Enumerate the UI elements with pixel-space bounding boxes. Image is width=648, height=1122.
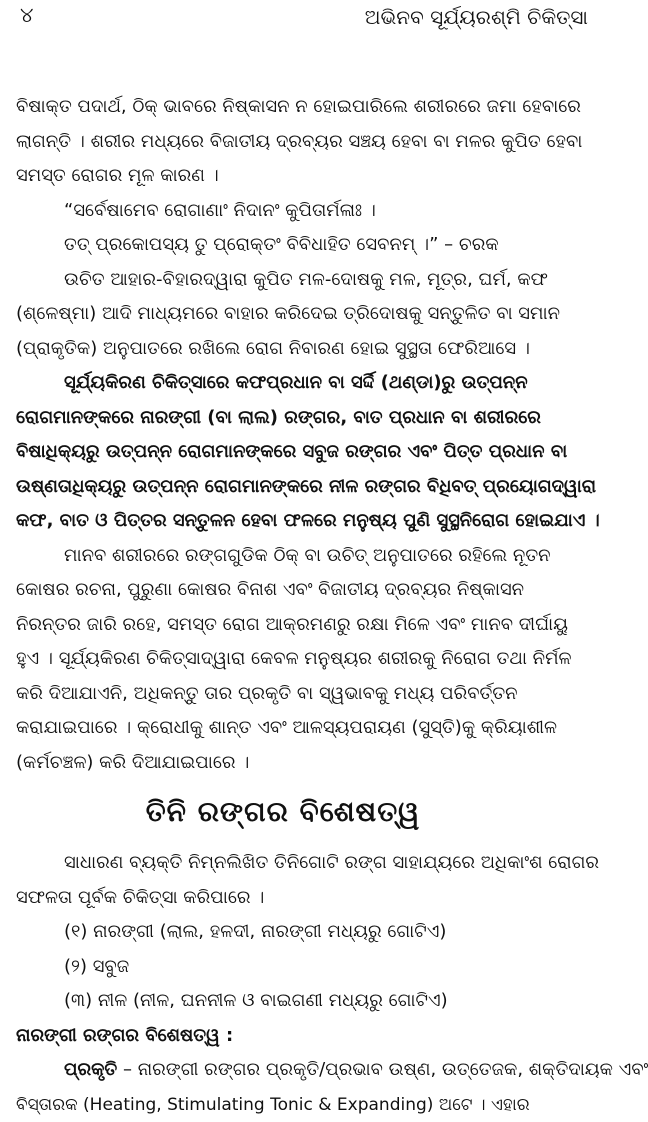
text-line: ରୋଗମାନଙ୍କରେ ନାରଙ୍ଗୀ (ବା ଲାଲ) ରଙ୍ଗର, ବାତ ପ୍ରଧାନ ବା ଶରୀରରେ — [16, 401, 590, 436]
quote-line: ତତ୍ ପ୍ରକୋପସ୍ୟ ତୁ ପ୍ରୋକ୍ତଂ ବିବିଧାହିତ ସେବନମ୍ ।” – ଚରକ — [16, 228, 590, 263]
paragraph-color-therapy-bold — [16, 366, 590, 539]
list-item: (୧) ନାରଙ୍ଗୀ (ଲାଲ, ହଳଦୀ, ନାରଙ୍ଗୀ ମଧ୍ୟରୁ ଗୋଟିଏ) — [16, 915, 590, 950]
text-line: (ପ୍ରାକୃତିକ) ଅନୁପାତରେ ରଖିଲେ ରୋଗ ନିବାରଣ ହୋଇ ସୁସ୍ଥତା ଫେରିଆସେ । — [16, 332, 590, 367]
text-line: ଲାଗନ୍ତି । ଶରୀର ମଧ୍ୟରେ ବିଜାତୀୟ ଦ୍ରବ୍ୟର ସଞ୍ଚୟ ହେବା ବା ମଳର କୁପିତ ହେବା — [16, 125, 590, 160]
color-list — [16, 915, 590, 1019]
text-line: ସମସ୍ତ ରୋଗର ମୂଳ କାରଣ । — [16, 159, 590, 194]
text-line: କୋଷର ରଚନା, ପୁରୁଣା କୋଷର ବିନାଶ ଏବଂ ବିଜାତୀୟ ଦ୍ରବ୍ୟର ନିଷ୍କାସନ — [16, 573, 590, 608]
text-line: ନିରନ୍ତର ଜାରି ରହେ, ସମସ୍ତ ରୋଗ ଆକ୍ରମଣରୁ ରକ୍ଷା ମିଳେ ଏବଂ ମାନବ ଦୀର୍ଘାୟୁ — [16, 608, 590, 643]
running-title: ଅଭିନବ ସୂର୍ଯ୍ୟରଶ୍ମି ଚିକିତ୍ସା — [365, 4, 588, 27]
text-line: ସଫଳତା ପୂର୍ବକ ଚିକିତ୍ସା କରିପାରେ । — [16, 881, 590, 916]
text-line: ସାଧାରଣ ବ୍ୟକ୍ତି ନିମ୍ନଲିଖିତ ତିନିଗୋଟି ରଙ୍ଗ ସାହାଯ୍ୟରେ ଅଧିକାଂଶ ରୋଗର — [16, 846, 590, 881]
paragraph-body-colors — [16, 539, 590, 781]
term-prakriti: ପ୍ରକୃତି — [64, 1059, 117, 1080]
paragraph-intro — [16, 90, 590, 194]
section-heading: ତିନି ରଙ୍ଗର ବିଶେଷତ୍ୱ — [146, 795, 421, 828]
text-line: ବିଷାଧିକ୍ୟରୁ ଉତ୍ପନ୍ନ ରୋଗମାନଙ୍କରେ ସବୁଜ ରଙ୍ଗର ଏବଂ ପିତ୍ତ ପ୍ରଧାନ ବା — [16, 435, 590, 470]
text-line: କରି ଦିଆଯାଏନି, ଅଧିକନ୍ତୁ ତାର ପ୍ରକୃତି ବା ସ୍ୱଭାବକୁ ମଧ୍ୟ ପରିବର୍ତ୍ତନ — [16, 677, 590, 712]
text-line: ବିସ୍ତାରକ (Heating, Stimulating Tonic & Expanding) ଅଟେ । ଏହାର — [16, 1088, 590, 1122]
paragraph-three-colors — [16, 846, 590, 915]
page-header — [16, 4, 590, 56]
text-line: କରାଯାଇପାରେ । କ୍ରୋଧୀକୁ ଶାନ୍ତ ଏବଂ ଆଳସ୍ୟପରାୟଣ (ସୁସ୍ତି)କୁ କ୍ରିୟାଶୀଳ — [16, 711, 590, 746]
sanskrit-quote — [16, 194, 590, 263]
text-line: ବିଷାକ୍ତ ପଦାର୍ଥ, ଠିକ୍ ଭାବରେ ନିଷ୍କାସନ ନ ହୋଇପାରିଲେ ଶରୀରରେ ଜମା ହେବାରେ — [16, 90, 590, 125]
text-line: (ଶ୍ଳେଷ୍ମା) ଆଦି ମାଧ୍ୟମରେ ବାହାର କରିଦେଇ ତ୍ରିଦୋଷକୁ ସନ୍ତୁଳିତ ବା ସମାନ — [16, 297, 590, 332]
list-item: (୩) ନୀଳ (ନୀଳ, ଘନନୀଳ ଓ ବାଇଗଣୀ ମଧ୍ୟରୁ ଗୋଟିଏ) — [16, 984, 590, 1019]
text-line: ହୁଏ । ସୂର୍ଯ୍ୟକିରଣ ଚିକିତ୍ସାଦ୍ୱାରା କେବଳ ମନୁଷ୍ୟର ଶରୀରକୁ ନିରୋଗ ତଥା ନିର୍ମଳ — [16, 642, 590, 677]
subheading-orange: ନାରଙ୍ଗୀ ରଙ୍ଗର ବିଶେଷତ୍ୱ : — [16, 1019, 590, 1054]
text-line: ଉଷ୍ଣତାଧିକ୍ୟରୁ ଉତ୍ପନ୍ନ ରୋଗମାନଙ୍କରେ ନୀଳ ରଙ୍ଗର ବିଧିବତ୍ ପ୍ରୟୋଗଦ୍ୱାରା — [16, 470, 590, 505]
text-line — [16, 1053, 590, 1088]
list-item: (୨) ସବୁଜ — [16, 950, 590, 985]
term-definition: – ନାରଙ୍ଗୀ ରଙ୍ଗର ପ୍ରକୃତି/ପ୍ରଭାବ ଉଷ୍ଣ, ଉତ୍ତେଜକ, ଶକ୍ତିଦାୟକ ଏବଂ — [117, 1059, 648, 1080]
text-line: ସୂର୍ଯ୍ୟକିରଣ ଚିକିତ୍ସାରେ କଫପ୍ରଧାନ ବା ସର୍ଦ୍ଦି (ଥଣ୍ଡା)ରୁ ଉତ୍ପନ୍ନ — [16, 366, 590, 401]
paragraph-nature — [16, 1053, 590, 1122]
text-line: ମାନବ ଶରୀରରେ ରଙ୍ଗଗୁଡିକ ଠିକ୍ ବା ଉଚିତ୍ ଅନୁପାତରେ ରହିଲେ ନୂତନ — [16, 539, 590, 574]
paragraph-tridosha — [16, 263, 590, 367]
section-heading-wrap — [0, 780, 590, 846]
page-number: ୪ — [20, 4, 33, 26]
text-line: (କର୍ମଚଞ୍ଚଳ) କରି ଦିଆଯାଇପାରେ । — [16, 746, 590, 781]
quote-line: “ସର୍ବେଷାମେବ ରୋଗାଣାଂ ନିଦାନଂ କୁପିତାର୍ମଳାଃ । — [16, 194, 590, 229]
text-line: ଉଚିତ ଆହାର-ବିହାରଦ୍ୱାରା କୁପିତ ମଳ-ଦୋଷକୁ ମଳ, ମୂତ୍ର, ଘର୍ମ, କଫ — [16, 263, 590, 298]
text-line: କଫ, ବାତ ଓ ପିତ୍ତର ସନ୍ତୁଳନ ହେବା ଫଳରେ ମନୁଷ୍ୟ ପୁଣି ସୁସ୍ଥନିରୋଗ ହୋଇଯାଏ । — [16, 504, 590, 539]
